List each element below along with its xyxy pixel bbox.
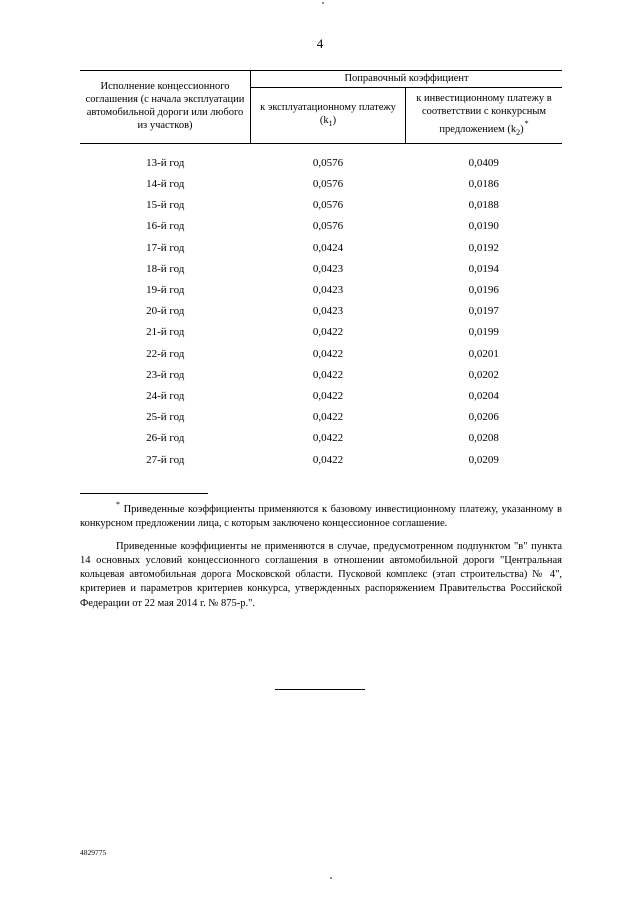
k1-cell: 0,0424: [312, 241, 344, 254]
k1-cell: 0,0422: [312, 347, 344, 360]
header-k2-footnote-mark: *: [524, 118, 529, 128]
header-k1-text: к эксплуатационному платежу (k: [260, 102, 396, 126]
table-row: [80, 174, 562, 195]
k1-cell: 0,0576: [312, 220, 344, 233]
year-cell: 22-й год: [146, 347, 185, 360]
year-cell: 18-й год: [146, 262, 185, 275]
table-row: [80, 217, 562, 238]
header-k2-sub: 2: [516, 127, 521, 137]
table-row: [80, 323, 562, 344]
k2-cell: 0,0188: [468, 199, 499, 212]
k1-cell: 0,0422: [312, 432, 344, 445]
year-cell: 26-й год: [146, 432, 185, 445]
k1-cell: 0,0423: [312, 262, 344, 275]
year-cell: 19-й год: [146, 284, 185, 297]
k1-cell: 0,0576: [312, 199, 344, 212]
year-cell: 14-й год: [146, 178, 185, 191]
table-body: [80, 144, 562, 471]
header-k1-sub: 1: [328, 119, 333, 129]
spacer-row: [80, 144, 562, 154]
year-cell: 21-й год: [146, 326, 185, 339]
k2-cell: 0,0209: [468, 453, 499, 466]
table-row: [80, 259, 562, 280]
k1-cell: 0,0422: [312, 453, 344, 466]
note-paragraph: Приведенные коэффициенты не применяются в случае, предусмотренном подпунктом "в" пункта 14 основных условий концессионного соглашения в отношении автомобильной дороги "Центральная кольцевая автомобильная дорога Московской области. Пусковой комплекс (этап строительства) № 4", критериев и параметров критериев конкурса, утвержденных распоряжением Правительства Российской Федерации от 22 мая 2014 г. № 875-р.".: [80, 540, 562, 609]
k2-cell: 0,0202: [468, 368, 499, 381]
year-cell: 16-й год: [146, 220, 185, 233]
table-row: [80, 344, 562, 365]
spacer-cell: [80, 144, 562, 154]
scan-speck: [330, 877, 332, 879]
document-code: 4829775: [80, 848, 107, 857]
header-k2-text: к инвестиционному платежу в соответствии с конкурсным предложением (k: [416, 93, 552, 135]
year-cell: 15-й год: [146, 199, 185, 212]
k1-cell: 0,0576: [312, 156, 344, 169]
footnote: [80, 498, 562, 532]
header-k2: [406, 88, 563, 144]
k1-cell: 0,0422: [312, 368, 344, 381]
k2-cell: 0,0409: [468, 156, 499, 169]
year-cell: 17-й год: [146, 241, 185, 254]
page-number: 4: [316, 36, 324, 51]
table-row: [80, 365, 562, 386]
year-cell: 27-й год: [146, 453, 185, 466]
footnote-block: [80, 498, 562, 611]
footnote-separator: [80, 493, 208, 494]
scan-speck: [322, 2, 324, 4]
k2-cell: 0,0204: [468, 389, 499, 402]
k2-cell: 0,0206: [468, 411, 499, 424]
header-k1: [251, 88, 406, 144]
header-execution: Исполнение концессионного соглашения (с начала эксплуатации автомобильной дороги или любого из участков): [80, 71, 251, 144]
table-row: [80, 280, 562, 301]
table-row: [80, 301, 562, 322]
k2-cell: 0,0199: [468, 326, 499, 339]
k2-cell: 0,0208: [468, 432, 499, 445]
k2-cell: 0,0186: [468, 178, 499, 191]
k2-cell: 0,0194: [468, 262, 499, 275]
table-row: [80, 238, 562, 259]
header-k2-end: ): [520, 123, 524, 135]
k1-cell: 0,0422: [312, 411, 344, 424]
table-row: [80, 450, 562, 471]
k2-cell: 0,0196: [468, 284, 499, 297]
table-row: [80, 386, 562, 407]
table-row: [80, 407, 562, 428]
k1-cell: 0,0422: [312, 326, 344, 339]
k1-cell: 0,0576: [312, 178, 344, 191]
k1-cell: 0,0422: [312, 389, 344, 402]
table-row: [80, 195, 562, 216]
year-cell: 25-й год: [146, 411, 185, 424]
year-cell: 13-й год: [146, 156, 185, 169]
end-separator: [275, 689, 365, 690]
footnote-marker: *: [116, 500, 120, 509]
k2-cell: 0,0190: [468, 220, 499, 233]
table-row: [80, 153, 562, 174]
k2-cell: 0,0197: [468, 305, 499, 318]
header-k1-end: ): [332, 114, 337, 126]
year-cell: 24-й год: [146, 389, 185, 402]
k2-cell: 0,0192: [468, 241, 499, 254]
k1-cell: 0,0423: [312, 305, 344, 318]
year-cell: 23-й год: [146, 368, 185, 381]
footnote-text: Приведенные коэффициенты применяются к базовому инвестиционному платежу, указанному в конкурсном предложении лица, с которым заключено концессионное соглашение.: [80, 504, 562, 530]
header-coefficient: Поправочный коэффициент: [251, 71, 563, 88]
k1-cell: 0,0423: [312, 284, 344, 297]
k2-cell: 0,0201: [468, 347, 499, 360]
table-row: [80, 428, 562, 449]
year-cell: 20-й год: [146, 305, 185, 318]
coefficient-table: [80, 70, 562, 471]
